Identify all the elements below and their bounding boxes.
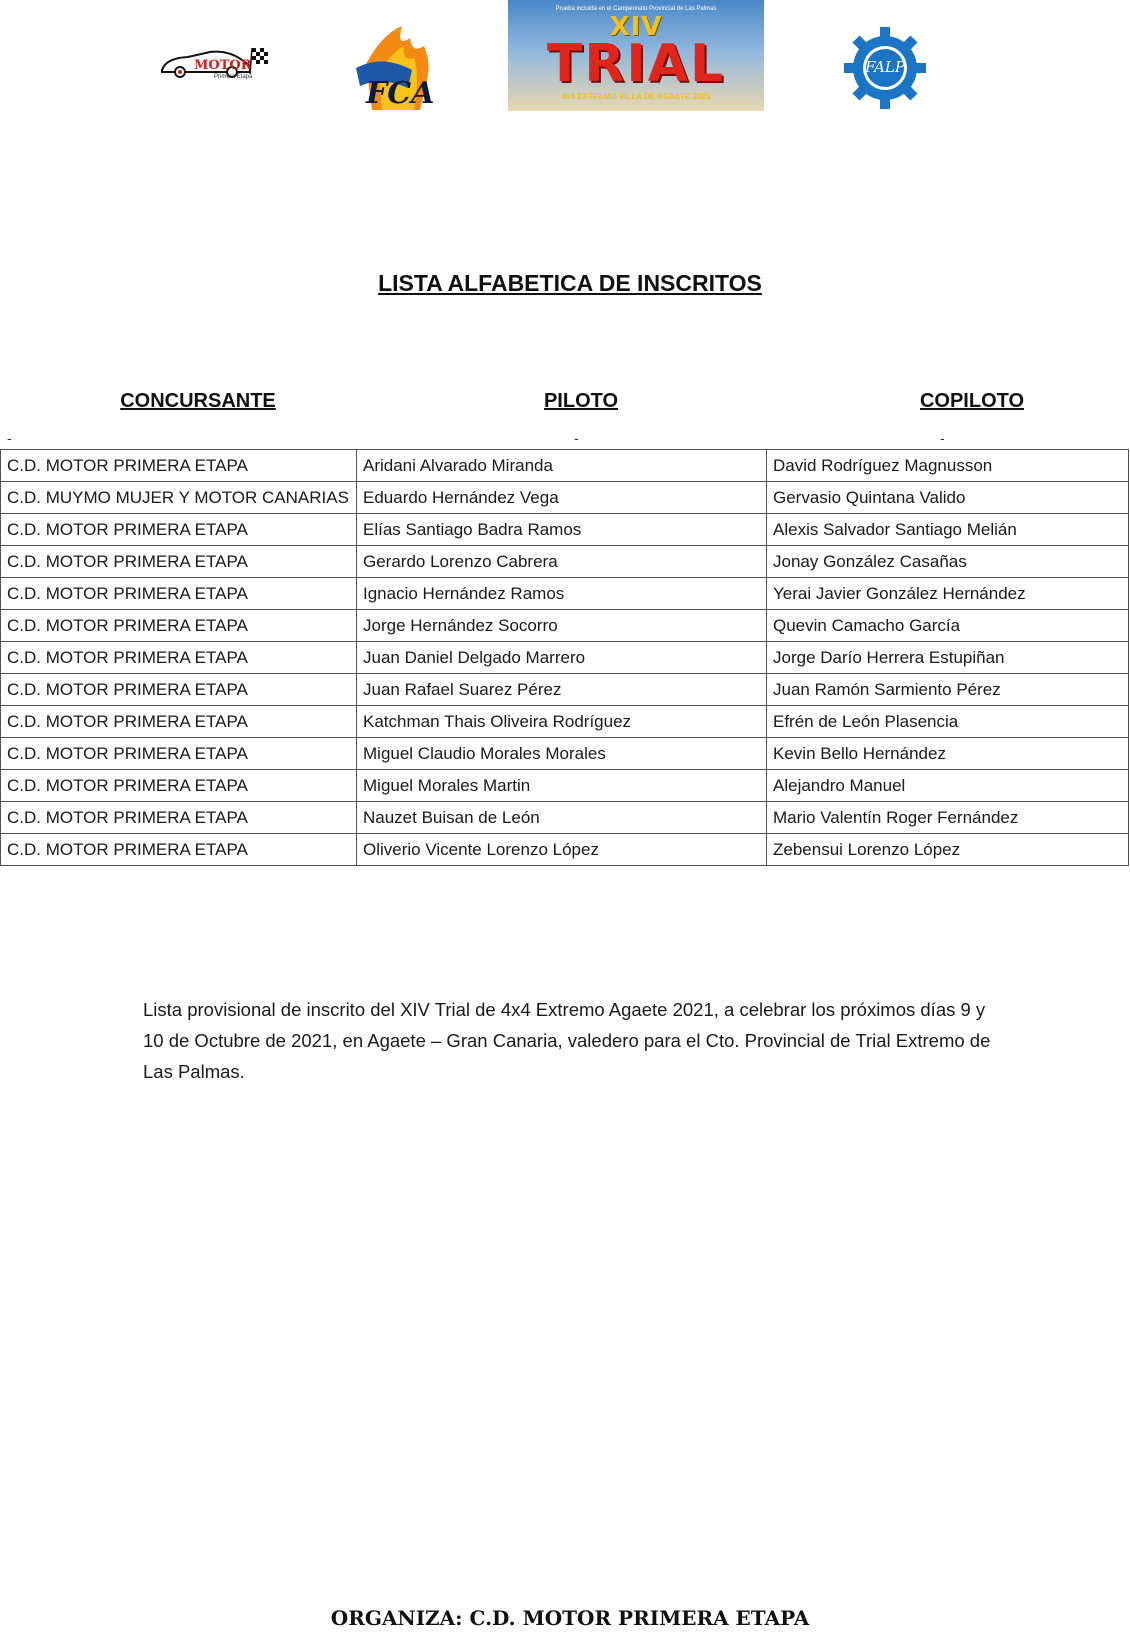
cell-concursante: C.D. MOTOR PRIMERA ETAPA — [1, 738, 357, 770]
cell-concursante: C.D. MOTOR PRIMERA ETAPA — [1, 546, 357, 578]
cell-piloto: Miguel Morales Martin — [357, 770, 767, 802]
cell-concursante: C.D. MOTOR PRIMERA ETAPA — [1, 834, 357, 866]
cell-copiloto: Gervasio Quintana Valido — [767, 482, 1129, 514]
trial-poster-caption: Prueba incluida en el Campeonato Provincial de Las Palmas — [555, 6, 717, 12]
trial-poster-numeral: XIV — [609, 12, 663, 42]
falp-federation-logo — [844, 27, 926, 109]
cell-copiloto: Kevin Bello Hernández — [767, 738, 1129, 770]
table-row — [1, 674, 1129, 706]
cell-copiloto: Quevin Camacho García — [767, 610, 1129, 642]
entrants-table-body — [1, 450, 1129, 866]
cell-piloto: Oliverio Vicente Lorenzo López — [357, 834, 767, 866]
cell-concursante: C.D. MOTOR PRIMERA ETAPA — [1, 802, 357, 834]
cell-piloto: Gerardo Lorenzo Cabrera — [357, 546, 767, 578]
cell-piloto: Miguel Claudio Morales Morales — [357, 738, 767, 770]
fca-logo — [352, 24, 446, 112]
table-row — [1, 802, 1129, 834]
cell-copiloto: David Rodríguez Magnusson — [767, 450, 1129, 482]
column-dash: - — [7, 430, 12, 446]
column-header-copiloto: COPILOTO — [919, 390, 1025, 412]
table-row — [1, 482, 1129, 514]
falp-logo-text: FALP — [865, 58, 905, 76]
motor-logo-text: MOTOR — [194, 58, 252, 73]
cell-piloto: Nauzet Buisan de León — [357, 802, 767, 834]
cell-copiloto: Zebensui Lorenzo López — [767, 834, 1129, 866]
motor-logo-subtext: Primera Etapa — [214, 74, 253, 80]
cell-piloto: Juan Daniel Delgado Marrero — [357, 642, 767, 674]
document-title: LISTA ALFABETICA DE INSCRITOS — [378, 270, 762, 296]
trial-poster-subtitle: 4x4 EXTREMO VILLA DE AGAETE 2021 — [561, 92, 711, 101]
cell-piloto: Ignacio Hernández Ramos — [357, 578, 767, 610]
entrants-table — [0, 449, 1129, 866]
cell-concursante: C.D. MOTOR PRIMERA ETAPA — [1, 578, 357, 610]
cell-copiloto: Alexis Salvador Santiago Melián — [767, 514, 1129, 546]
fca-logo-text: FCA — [366, 76, 435, 111]
table-row — [1, 642, 1129, 674]
cell-copiloto: Yerai Javier González Hernández — [767, 578, 1129, 610]
cell-copiloto: Efrén de León Plasencia — [767, 706, 1129, 738]
cell-concursante: C.D. MOTOR PRIMERA ETAPA — [1, 514, 357, 546]
table-row — [1, 834, 1129, 866]
table-row — [1, 578, 1129, 610]
cell-piloto: Juan Rafael Suarez Pérez — [357, 674, 767, 706]
cell-concursante: C.D. MOTOR PRIMERA ETAPA — [1, 610, 357, 642]
column-header-piloto: PILOTO — [543, 390, 619, 412]
cell-copiloto: Jonay González Casañas — [767, 546, 1129, 578]
cell-concursante: C.D. MOTOR PRIMERA ETAPA — [1, 770, 357, 802]
cell-concursante: C.D. MOTOR PRIMERA ETAPA — [1, 674, 357, 706]
organizer-footer: ORGANIZA: C.D. MOTOR PRIMERA ETAPA — [330, 1606, 810, 1630]
cell-piloto: Aridani Alvarado Miranda — [357, 450, 767, 482]
motor-primera-etapa-logo — [158, 44, 276, 84]
cell-piloto: Jorge Hernández Socorro — [357, 610, 767, 642]
table-row — [1, 738, 1129, 770]
cell-concursante: C.D. MOTOR PRIMERA ETAPA — [1, 450, 357, 482]
column-header-concursante: CONCURSANTE — [120, 390, 276, 412]
cell-copiloto: Juan Ramón Sarmiento Pérez — [767, 674, 1129, 706]
cell-concursante: C.D. MOTOR PRIMERA ETAPA — [1, 706, 357, 738]
cell-piloto: Katchman Thais Oliveira Rodríguez — [357, 706, 767, 738]
table-row — [1, 770, 1129, 802]
trial-poster-title: TRIAL — [546, 34, 726, 94]
cell-piloto: Eduardo Hernández Vega — [357, 482, 767, 514]
table-row — [1, 610, 1129, 642]
table-row — [1, 514, 1129, 546]
cell-copiloto: Jorge Darío Herrera Estupiñan — [767, 642, 1129, 674]
table-row — [1, 546, 1129, 578]
column-dash: - — [940, 430, 945, 446]
table-row — [1, 450, 1129, 482]
column-dash: - — [574, 430, 579, 446]
cell-copiloto: Mario Valentín Roger Fernández — [767, 802, 1129, 834]
trial-event-poster — [508, 0, 764, 111]
cell-piloto: Elías Santiago Badra Ramos — [357, 514, 767, 546]
cell-concursante: C.D. MOTOR PRIMERA ETAPA — [1, 642, 357, 674]
cell-concursante: C.D. MUYMO MUJER Y MOTOR CANARIAS — [1, 482, 357, 514]
table-row — [1, 706, 1129, 738]
cell-copiloto: Alejandro Manuel — [767, 770, 1129, 802]
provisional-list-note: Lista provisional de inscrito del XIV Trial de 4x4 Extremo Agaete 2021, a celebrar los próximos días 9 y 10 de Octubre de 2021, en Agaete – Gran Canaria, valedero para el Cto. Provincial de Trial Extremo de Las Palmas. — [143, 999, 991, 1082]
